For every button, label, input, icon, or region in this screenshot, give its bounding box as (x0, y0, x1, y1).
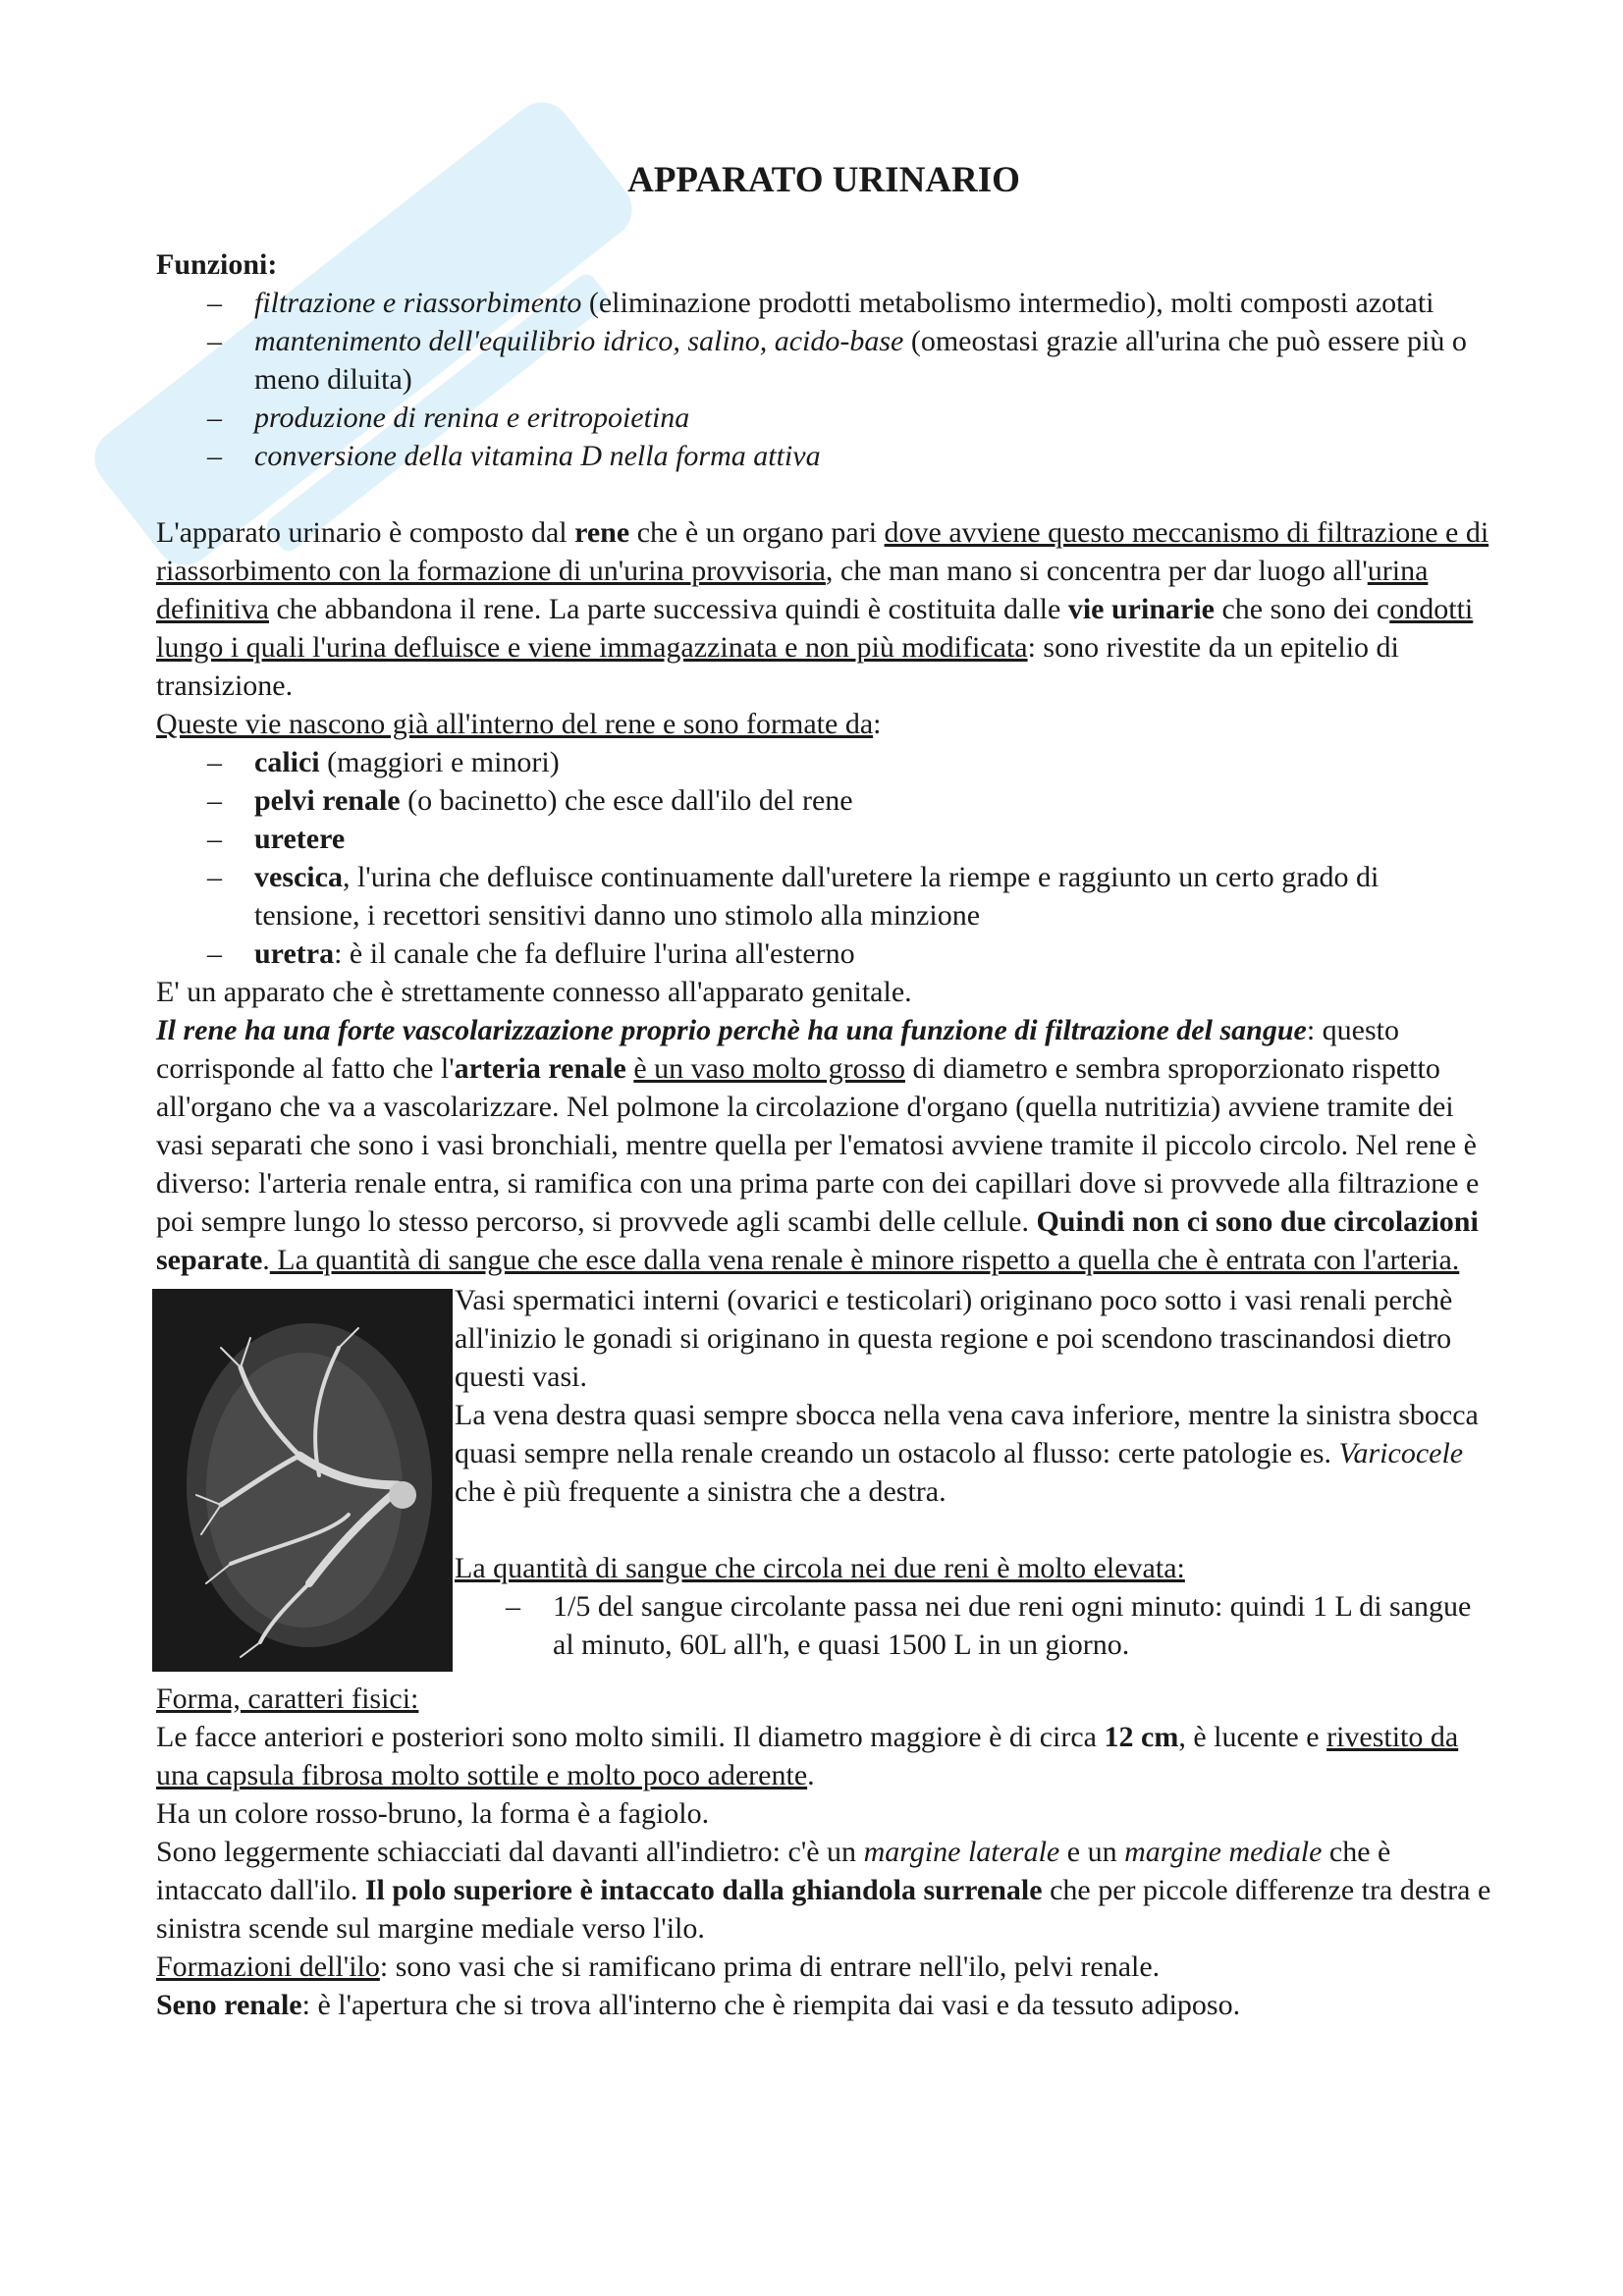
figure-block (156, 1281, 1491, 1670)
figure-text (455, 1281, 1491, 1664)
seno-line: Seno renale: è l'apertura che si trova all'interno che è riempita dai vasi e da tessuto adiposo. (156, 1989, 1241, 2021)
list-item: – uretere (156, 820, 1491, 858)
list-item: – pelvi renale (o bacinetto) che esce dall'ilo del rene (156, 781, 1491, 820)
list-item: – vescica, l'urina che defluisce continuamente dall'uretere la riempe e raggiunto un certo grado di tensione, i recettori sensitivi danno uno stimolo alla minzione (156, 858, 1491, 934)
funzioni-heading: Funzioni: (156, 248, 278, 281)
page-title: APPARATO URINARIO (627, 160, 1020, 200)
list-item: – 1/5 del sangue circolante passa nei due reni ogni minuto: quindi 1 L di sangue al minuto, 60L all'h, e quasi 1500 L in un giorno. (455, 1587, 1491, 1664)
list-item: – produzione di renina e eritropoietina (156, 399, 1491, 437)
vasc-paragraph: Il rene ha una forte vascolarizzazione proprio perchè ha una funzione di filtrazione del sangue: questo corrisponde al fatto che l'arteria renale è un vaso molto grosso di diametro e sembra sproporzionato rispetto all'organo che va a vascolarizzare. Nel polmone la circolazione d'organo (quella nutritizia) avviene tramite dei vasi separati che sono i vasi bronchiali, mentre quella per l'ematosi avviene tramite il piccolo circolo. Nel rene è diverso: l'arteria renale entra, si ramifica con una prima parte con dei capillari dove si provvede alla filtrazione e poi sempre lungo lo stesso percorso, si provvede agli scambi delle cellule. Quindi non ci sono due circolazioni separate. La quantità di sangue che esce dalla vena renale è minore rispetto a quella che è entrata con l'arteria. (156, 1014, 1480, 1276)
vena-paragraph: La vena destra quasi sempre sbocca nella vena cava inferiore, mentre la sinistra sbocca quasi sempre nella renale creando un ostacolo al flusso: certe patologie es. Varicocele che è più frequente a sinistra che a destra. (455, 1399, 1479, 1508)
forma-line-3: Sono leggermente schiacciati dal davanti all'indietro: c'è un margine laterale e un margine mediale che è intaccato dall'ilo. Il polo superiore è intaccato dalla ghiandola surrenale che per piccole differenze tra destra e sinistra scende sul margine mediale verso l'ilo. (156, 1836, 1491, 1945)
list-item: – calici (maggiori e minori) (156, 743, 1491, 781)
quantita-list (455, 1587, 1491, 1664)
forma-line-1: Le facce anteriori e posteriori sono molto simili. Il diametro maggiore è di circa 12 cm, è lucente e rivestito da una capsula fibrosa molto sottile e molto poco aderente. (156, 1721, 1459, 1791)
document-page (156, 137, 1491, 2024)
vie-intro: Queste vie nascono già all'interno del rene e sono formate da: (156, 708, 882, 740)
list-item: – mantenimento dell'equilibrio idrico, salino, acido-base (omeostasi grazie all'urina che può essere più o meno diluita) (156, 322, 1491, 399)
kidney-angiogram-image (152, 1289, 453, 1672)
intro-paragraph: L'apparato urinario è composto dal rene che è un organo pari dove avviene questo meccanismo di filtrazione e di riassorbimento con la formazione di un'urina provvisoria, che man mano si concentra per dar luogo all'urina definitiva che abbandona il rene. La parte successiva quindi è costituita dalle vie urinarie che sono dei condotti lungo i quali l'urina defluisce e viene immagazzinata e non più modificata: sono rivestite da un epitelio di transizione. (156, 516, 1489, 702)
vasi-spermatici-paragraph: Vasi spermatici interni (ovarici e testicolari) originano poco sotto i vasi renali perchè all'inizio le gonadi si originano in questa regione e poi scendono trascinandosi dietro questi vasi. (455, 1284, 1453, 1393)
quantita-heading: La quantità di sangue che circola nei due reni è molto elevata: (455, 1552, 1185, 1584)
ilo-line: Formazioni dell'ilo: sono vasi che si ramificano prima di entrare nell'ilo, pelvi renale. (156, 1950, 1161, 1983)
list-item: – conversione della vitamina D nella forma attiva (156, 437, 1491, 475)
forma-heading: Forma, caratteri fisici: (156, 1682, 419, 1715)
genitale-paragraph: E' un apparato che è strettamente connesso all'apparato genitale. (156, 976, 912, 1008)
vie-list (156, 743, 1491, 973)
list-item: – filtrazione e riassorbimento (eliminazione prodotti metabolismo intermedio), molti composti azotati (156, 284, 1491, 322)
funzioni-list (156, 284, 1491, 475)
list-item: – uretra: è il canale che fa defluire l'urina all'esterno (156, 934, 1491, 973)
forma-line-2: Ha un colore rosso-bruno, la forma è a fagiolo. (156, 1797, 710, 1830)
